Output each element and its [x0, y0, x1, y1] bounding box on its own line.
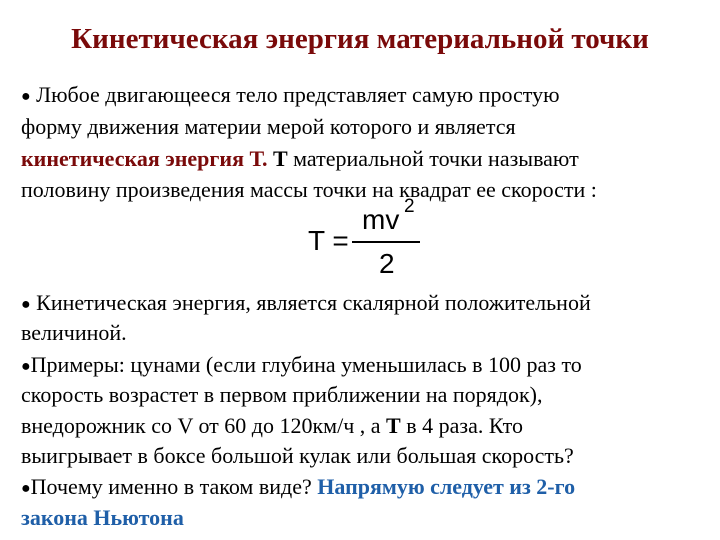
kinetic-energy-formula [304, 196, 434, 285]
p3-line2: скорость возрастет в первом приближении на порядок), [21, 382, 543, 407]
bullet-icon: ● [21, 296, 31, 313]
bullet-icon: ● [21, 480, 31, 497]
p2-line2: величиной. [21, 320, 127, 345]
p3-line3-b: в 4 раза. Кто [406, 413, 524, 438]
symbol-T: Т [386, 413, 401, 438]
p1-line1 [21, 80, 560, 113]
p3-line3-a: внедорожник со V от 60 до 120км/ч , а [21, 413, 381, 438]
fraction-bar [352, 241, 420, 243]
slide-title: Кинетическая энергия материальной точки [71, 23, 649, 55]
formula-lhs: T = [308, 225, 349, 256]
p4-line1-text: Почему именно в таком виде? [30, 474, 312, 499]
newton-law-highlight: Напрямую следует из 2-го [317, 474, 576, 499]
p4-line2 [21, 503, 184, 533]
kinetic-energy-term: кинетическая энергия Т. [21, 146, 268, 171]
p4-line1 [21, 472, 575, 505]
p3-line1-text: Примеры: цунами (если глубина уменьшилась в 100 раз то [30, 352, 582, 377]
bullet-icon: ● [21, 88, 31, 105]
p1-line1-text: Любое двигающееся тело представляет самую простую [36, 82, 560, 107]
formula-denominator: 2 [379, 248, 395, 279]
p3-line1 [21, 350, 582, 383]
p1-line3-rest: материальной точки называют [293, 146, 579, 171]
formula-numerator: mv [362, 204, 400, 235]
p2-line1 [21, 288, 591, 321]
p1-line4: половину произведения массы точки на квадрат ее скорости : [21, 177, 597, 202]
p2-line1-text: Кинетическая энергия, является скалярной положительной [36, 290, 591, 315]
p3-line3 [21, 411, 523, 441]
bullet-icon: ● [21, 358, 31, 375]
formula-exponent: 2 [404, 196, 415, 217]
newton-law-highlight-cont: закона Ньютона [21, 505, 184, 530]
p1-line3 [21, 144, 579, 174]
p1-line2: форму движения материи мерой которого и является [21, 114, 516, 139]
p3-line4: выигрывает в боксе большой кулак или большая скорость? [21, 443, 574, 468]
symbol-T: Т [272, 146, 288, 171]
